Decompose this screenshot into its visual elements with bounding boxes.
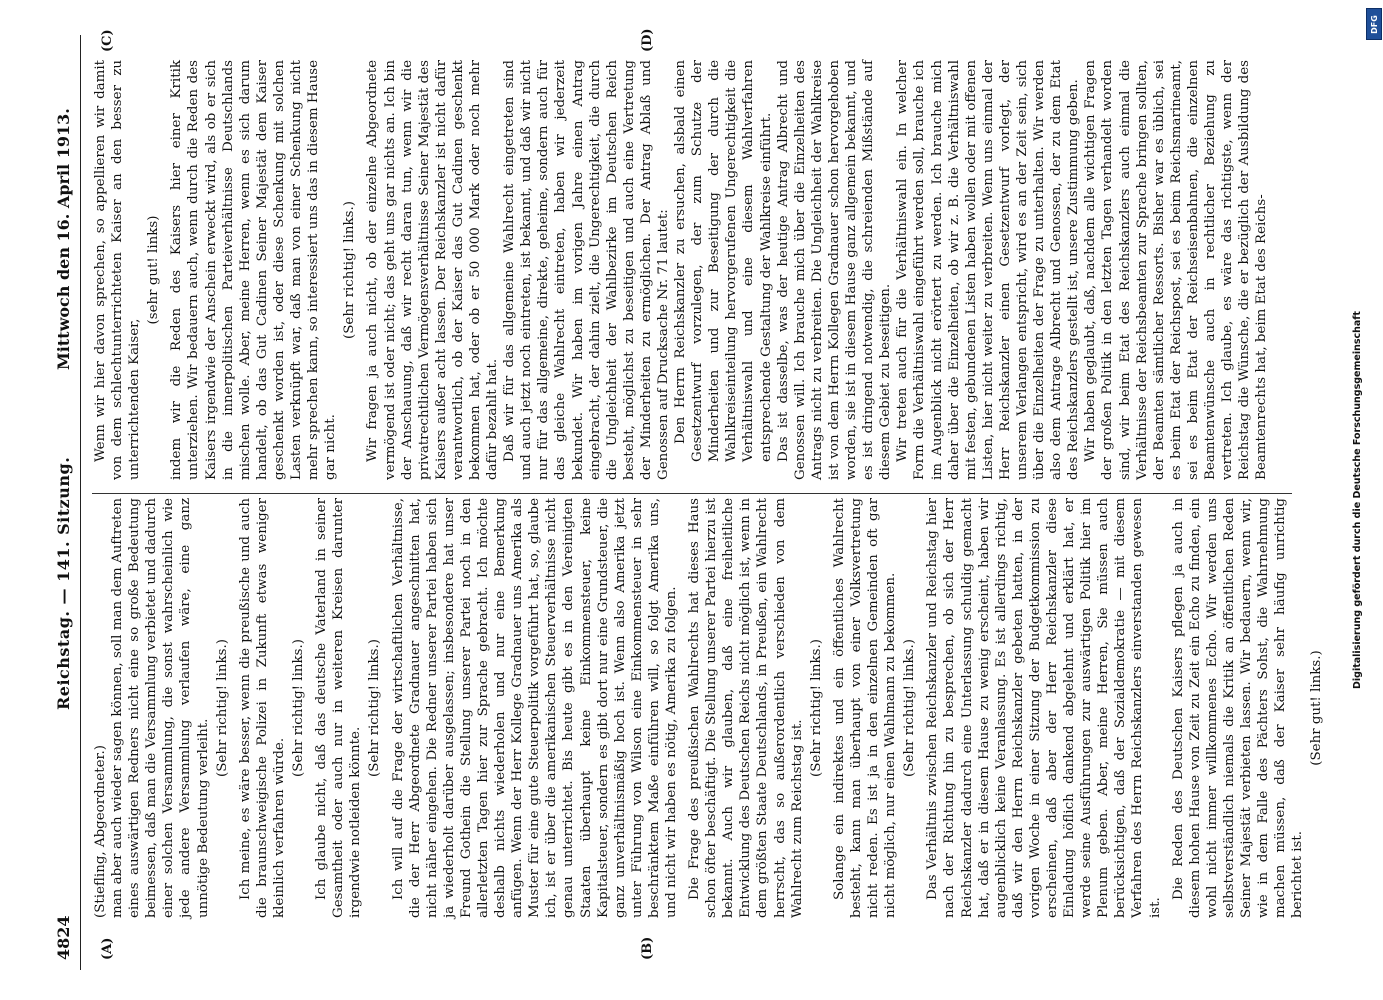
paragraph: Solange ein indirektes und ein öffentliches Wahlrecht besteht, kann man überhaupt von einer Volksvertretung nicht reden. Es ist ja in den einzelnen Gemeinden oft gar nicht möglich, nur einen Wahlmann zu bekommen. (831, 498, 899, 918)
paragraph: Das ist dasselbe, was der heutige Antrag Albrecht und Genossen will. Ich brauche mich über die Einzelheiten des Antrags nicht zu verbreiten. Die Ungleichheit der Wahlkreise ist von dem Herrn Kollegen Gradnauer schon hervorgehoben worden, sie ist in diesem Hause ganz allgemein bekannt, und es ist dringend notwendig, die schreienden Mißstände auf diesem Gebiet zu beseitigen. (775, 60, 894, 480)
session-date: Mittwoch den 16. April 1913. (54, 108, 73, 370)
paragraph: Wir treten auch für die Verhältniswahl ein. In welcher Form die Verhältniswahl eingeführt werden soll, brauche ich im Augenblick nicht erörtert zu werden. Ich brauche mich daher über die Einzelheiten, ob wir z. B. die Verhältniswahl mit festen, gebundenen Listen haben wollen oder mit offenen Listen, hier nicht weiter zu verbreiten. Wenn uns einmal der Herr Reichskanzler einen Gesetzentwurf vorlegt, der unserem Verlangen entspricht, wird es an der Zeit sein, sich über die Einzelheiten der Frage zu unterhalten. Wir werden also dem Antrage Albrecht und Genossen, der zu dem Etat des Reichskanzlers gestellt ist, unsere Zustimmung geben. (895, 60, 1082, 480)
interjection: (Sehr richtig! links.) (214, 639, 230, 777)
margin-marker-d: (D) (640, 28, 655, 52)
speaker-note: (Stiefling, Abgeordneter.) (93, 745, 108, 918)
paragraph: indem wir die Reden des Kaisers hier einer Kritik unterziehen. Wir bedauern auch, wenn durch die Reden des Kaisers irgendwie der Anschein erweckt wird, als ob er sich in die innerpolitischen Parteiverhältnisse Deutschlands mischen wolle. Aber, meine Herren, wenn es sich darum handelt, ob das Gut Cadinen Seiner Majestät dem Kaiser geschenkt worden ist, oder diese Schenkung mit solchen Lasten verknüpft war, daß man von einer Schenkung nicht mehr sprechen kann, so interessiert uns das in diesem Hause gar nicht. (169, 60, 339, 480)
paragraph: Ich glaube nicht, daß das deutsche Vaterland in seiner Gesamtheit oder auch nur in weiteren Kreisen darunter irgendwie notleiden könnte. (314, 498, 364, 918)
interjection: (Sehr richtig! links.) (902, 639, 918, 777)
paragraph: Das Verhältnis zwischen Reichskanzler und Reichstag hier nach der Richtung hin zu besprechen, ob sich der Herr Reichskanzler dadurch eine Unterlassung schuldig gemacht hat, daß er in diesem Hause zu wenig erscheint, haben wir augenblicklich keine Veranlassung. Es ist allerdings richtig, daß wir den Herrn Reichskanzler gebeten hatten, in der vorigen Woche in einer Sitzung der Budgetkommission zu erscheinen, daß aber der Herr Reichskanzler diese Einladung höflich dankend abgelehnt und erklärt hat, er werde seine Ausführungen zur auswärtigen Politik hier im Plenum geben. Aber, meine Herren, Sie müssen auch berücksichtigen, daß der Sozialdemokratie — mit diesem Verfahren des Herrn Reichskanzlers einverstanden gewesen ist. (925, 498, 1163, 918)
paragraph: Ich meine, es wäre besser, wenn die preußische und auch die braunschweigische Polizei in Zukunft etwas weniger kleinlich verfahren würde. (237, 498, 287, 918)
margin-marker-a: (A) (100, 937, 115, 960)
quoted-motion: Den Herrn Reichskanzler zu ersuchen, alsbald einen Gesetzentwurf vorzulegen, der zum Schutze der Minderheiten und zur Beseitigung der durch die Wahlkreiseinteilung hervorgerufenen Ungerechtigkeit die Verhältniswahl und eine diesem Wahlverfahren entsprechende Gestaltung der Wahlkreise einführt. (673, 60, 774, 462)
dfg-logo (1366, 8, 1382, 40)
paragraph: Wir haben geglaubt, daß, nachdem alle wichtigen Fragen der großen Politik in den letzten Tagen verhandelt worden sind, wir beim Etat des Reichskanzlers auch einmal die Verhältnisse der Reichsbeamten zur Sprache bringen sollten, der Beamten sämtlicher Ressorts. Bisher war es üblich, sei es beim Etat der Reichspost, sei es beim Reichsmarineamt, sei es beim Etat der Reichseisenbahnen, die einzelnen Beamtenwünsche auch in rechtlicher Beziehung zu vertreten. Ich glaube, es wäre das richtigste, wenn der Reichstag die Wünsche, die er bezüglich der Ausbildung des Beamtenrechts hat, beim Etat des Reichs- (1083, 60, 1270, 480)
digitization-credit: Digitalisierung gefördert durch die Deutsche Forschungsgemeinschaft (1352, 311, 1363, 689)
paragraph: Die Reden des Deutschen Kaisers pflegen ja auch in diesem hohen Hause von Zeit zu Zeit ein Echo zu finden, ein wohl nicht immer willkommenes Echo. Wir werden uns selbstverständlich niemals die Kritik an öffentlichen Reden Seiner Majestät verbieten lassen. Wir bedauern, wenn wir, wie in dem Falle des Pächters Sohst, die Wahrnehmung machen müssen, daß der Kaiser sehr häufig unrichtig berichtet ist. (1170, 498, 1306, 918)
paragraph: Daß wir für das allgemeine Wahlrecht eingetreten sind und auch jetzt noch eintreten, ist bekannt, und daß wir nicht nur für das allgemeine, direkte, geheime, sondern auch für das gleiche Wahlrecht eintreten, haben wir jederzeit bekundet. Wir haben im vorigen Jahre einen Antrag eingebracht, der dahin zielt, die Ungerechtigkeit, die durch die Ungleichheit der Wahlbezirke im Deutschen Reich besteht, möglichst zu beseitigen und auch eine Vertretung der Minderheiten zu ermöglichen. Der Antrag Ablaß und Genossen auf Drucksache Nr. 71 lautet: (502, 60, 671, 480)
interjection: (Sehr gut! links.) (1309, 650, 1325, 766)
interjection: (Sehr richtig! links.) (291, 639, 307, 777)
left-column (92, 498, 1331, 918)
paragraph: Wir fragen ja auch nicht, ob der einzelne Abgeordnete vermögend ist oder nicht; das geht uns gar nichts an. Ich bin der Anschauung, daß wir recht daran tun, wenn wir die privatrechtlichen Vermögensverhältnisse Seiner Majestät des Kaisers außer acht lassen. Der Reichskanzler ist nicht dafür verantwortlich, ob der Kaiser das Gut Cadinen geschenkt bekommen hat, oder ob er 50 000 Mark oder noch mehr dafür bezahlt hat. (365, 60, 501, 480)
paragraph: Die Frage des preußischen Wahlrechts hat dieses Haus schon öfter beschäftigt. Die Stellung unserer Partei hierzu ist bekannt. Auch wir glauben, daß eine freiheitliche Entwicklung des Deutschen Reichs nicht möglich ist, wenn in dem größten Staate Deutschlands, in Preußen, ein Wahlrecht herrscht, das so außerordentlich verschieden von dem Wahlrecht zum Reichstag ist. (687, 498, 805, 918)
right-column (92, 60, 1270, 480)
interjection: (sehr gut! links) (146, 215, 162, 325)
interjection: (Sehr richtig! links.) (367, 639, 383, 777)
page-header (52, 0, 78, 1000)
column-divider (92, 493, 1292, 494)
interjection: (Sehr richtig! links.) (342, 201, 358, 339)
paragraph: Ich will auf die Frage der wirtschaftlichen Verhältnisse, die der Herr Abgeordnete Gradnauer angeschnitten hat, nicht näher eingehen. Die Redner unserer Partei haben sich ja wiederholt darüber ausgelassen; insbesondere hat unser Freund Gothein die Stellung unserer Partei noch in den allerletzten Tagen hier zur Sprache gebracht. Ich möchte deshalb nichts wiederholen und nur eine Bemerkung anfügen. Wenn der Herr Kollege Gradnauer uns Amerika als Muster für eine gute Steuerpolitik vorgeführt hat, so, glaube ich, ist er über die amerikanischen Steuerverhältnisse nicht genau unterrichtet. Bis heute gibt es in den Vereinigten Staaten überhaupt keine Einkommensteuer, keine Kapitalsteuer, sondern es gibt dort nur eine Grundsteuer, die ganz unverhältnismäßig hoch ist. Wenn also Amerika jetzt unter Führung von Wilson eine Einkommensteuer in sehr beschränktem Maße einführen will, so folgt Amerika uns, und nicht wir haben es nötig, Amerika zu folgen. (390, 498, 679, 918)
header-rule (80, 35, 81, 970)
margin-marker-b: (B) (640, 936, 655, 960)
paragraph: man aber auch wieder sagen können, soll man dem Auftreten eines auswärtigen Redners nicht eine so große Bedeutung beimessen, daß man die Versammlung verbietet und dadurch einer solchen Versammlung, die sonst wahrscheinlich wie jede andere Versammlung verlaufen wäre, eine ganz unnötige Bedeutung verleiht. (110, 498, 211, 918)
page-number: 4824 (54, 915, 73, 960)
session-title: Reichstag. — 141. Sitzung. (54, 456, 73, 710)
interjection: (Sehr richtig! links.) (808, 639, 824, 777)
margin-marker-c: (C) (100, 29, 115, 52)
dfg-logo-text: DFG (1369, 14, 1379, 34)
paragraph: Wenn wir hier davon sprechen, so appellieren wir damit von dem schlechtunterrichteten Kaiser an den besser zu unterrichtenden Kaiser, (93, 60, 143, 480)
